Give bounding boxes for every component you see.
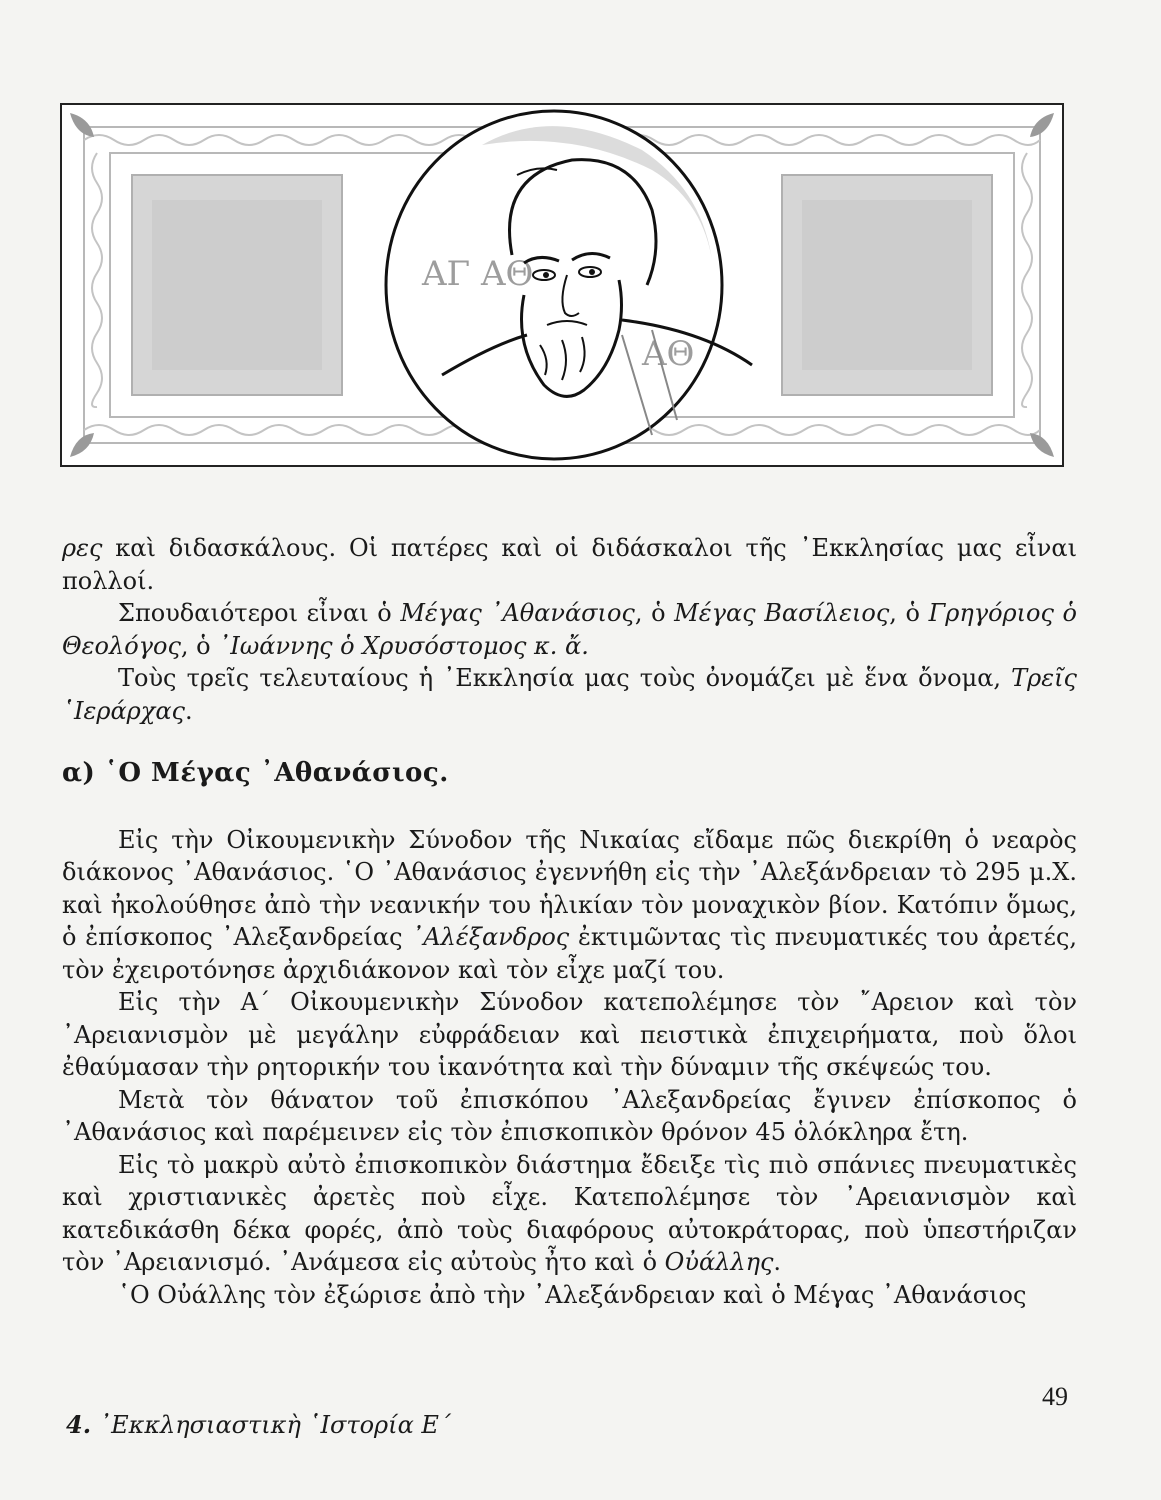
paragraph-2-text-e: , ὁ bbox=[889, 599, 929, 627]
footer-book-title bbox=[66, 1410, 451, 1439]
chapter-number: 4. bbox=[66, 1410, 92, 1439]
word-fragment: ρες bbox=[62, 534, 103, 562]
paragraph-3-text: Τοὺς τρεῖς τελευταίους ἡ ᾿Εκκλησία μας τοὺς ὀνομάζει μὲ ἕνα ὄνομα, bbox=[118, 664, 1012, 692]
paragraph-7-text: Εἰς τὸ μακρὺ αὐτὸ ἐπισκοπικὸν διάστημα ἔδειξε τὶς πιὸ σπάνιες πνευματικὲς καὶ χριστιανικὲς ἀρετὲς ποὺ εἶχε. Κατεπολέμησε τὸν ᾿Αρειανισμὸν καὶ κατεδικάσθη δέκα φορές, ἀπὸ τοὺς διαφόρους αὐτοκράτορας, ποὺ ὑπεστήριζαν τὸν ᾿Αρειανισμό. ᾿Ανάμεσα εἰς αὐτοὺς ἦτο καὶ ὁ bbox=[62, 1150, 1077, 1276]
saint-portrait-medallion bbox=[62, 105, 1062, 465]
section-heading: α) ῾Ο Μέγας ᾿Αθανάσιος. bbox=[62, 758, 449, 788]
paragraph-7 bbox=[62, 1149, 1077, 1279]
paragraph-2-text-g: , ὁ bbox=[180, 631, 219, 660]
paragraph-2 bbox=[62, 597, 1077, 662]
paragraph-continuation bbox=[62, 532, 1077, 597]
page-number: 49 bbox=[1042, 1382, 1068, 1411]
book-title: ᾿Εκκλησιαστικὴ ῾Ιστορία Ε΄ bbox=[99, 1411, 451, 1439]
name-valens: Οὐάλλης bbox=[664, 1248, 774, 1276]
paragraph-3-period: . bbox=[184, 696, 193, 725]
name-alexandros: ᾿Αλέξανδρος bbox=[411, 923, 570, 951]
paragraph-2-text-c: , ὁ bbox=[634, 599, 675, 627]
paragraph-4-text: Εἰς τὴν Οἰκουμενικὴν Σύνοδον τῆς Νικαίας εἴδαμε πῶς διεκρίθη ὁ νεαρὸς διάκονος ᾿Αθανάσιος. ῾Ο ᾿Αθανάσιος ἐγεννήθη εἰς τὴν ᾿Αλεξάνδρειαν τὸ 295 μ.Χ. καὶ ἠκολούθησε ἀπὸ τὴν νεανικήν του ἡλικίαν τὸν μοναχικὸν βίον. Κατόπιν ὅμως, ὁ ἐπίσκοπος ᾿Αλεξανδρείας bbox=[62, 825, 1077, 951]
name-vasileios: Μέγας Βασίλειος bbox=[674, 599, 890, 627]
paragraph-3 bbox=[62, 662, 1077, 727]
paragraph-6: Μετὰ τὸν θάνατον τοῦ ἐπισκόπου ᾿Αλεξανδρείας ἔγινεν ἐπίσκοπος ὁ ᾿Αθανάσιος καὶ παρέμεινεν εἰς τὸν ἐπισκοπικὸν θρόνον 45 ὁλόκληρα ἔτη. bbox=[62, 1085, 1077, 1146]
header-illustration bbox=[60, 103, 1064, 467]
paragraph-4-end: ἐκτιμῶντας τὶς πνευματικές του ἀρετές, τὸν ἐχειροτόνησε ἀρχιδιάκονον καὶ τὸν εἶχε μαζί του. bbox=[62, 923, 1078, 984]
paragraph-1-text: καὶ διδασκάλους. Οἱ πατέρες καὶ οἱ διδάσκαλοι τῆς ᾿Εκκλησίας μας εἶναι πολλοί. bbox=[62, 534, 1077, 595]
paragraph-7-end: . bbox=[773, 1248, 782, 1276]
paragraph-8: ῾Ο Οὐάλλης τὸν ἐξώρισε ἀπὸ τὴν ᾿Αλεξάνδρειαν καὶ ὁ Μέγας ᾿Αθανάσιος bbox=[118, 1280, 1027, 1309]
paragraph-5: Εἰς τὴν Α΄ Οἰκουμενικὴν Σύνοδον κατεπολέμησε τὸν ῎Αρειον καὶ τὸν ᾿Αρειανισμὸν μὲ μεγάλην εὐφράδειαν καὶ πειστικὰ ἐπιχειρήματα, ποὺ ὅλοι ἐθαύμασαν τὴν ρητορικήν του ἱκανότητα καὶ τὴν δύναμιν τῆς σκέψεώς του. bbox=[62, 988, 1077, 1081]
inscription-right: ΑΘ bbox=[642, 334, 695, 374]
article-body bbox=[62, 532, 1077, 1311]
name-ioannis: ᾿Ιωάννης ὁ Χρυσόστομος κ. ἄ. bbox=[218, 631, 589, 660]
three-hierarchs-term: Τρεῖς ῾Ιεράρχας bbox=[62, 664, 1077, 725]
name-athanasios: Μέγας ᾿Αθανάσιος bbox=[400, 599, 635, 627]
inscription-left: ΑΓ ΑΘ bbox=[422, 254, 534, 294]
paragraph-2-text-a: Σπουδαιότεροι εἶναι ὁ bbox=[118, 599, 401, 627]
name-grigorios: Γρηγόριος ὁ Θεολόγος bbox=[62, 599, 1077, 660]
paragraph-4 bbox=[62, 824, 1077, 987]
